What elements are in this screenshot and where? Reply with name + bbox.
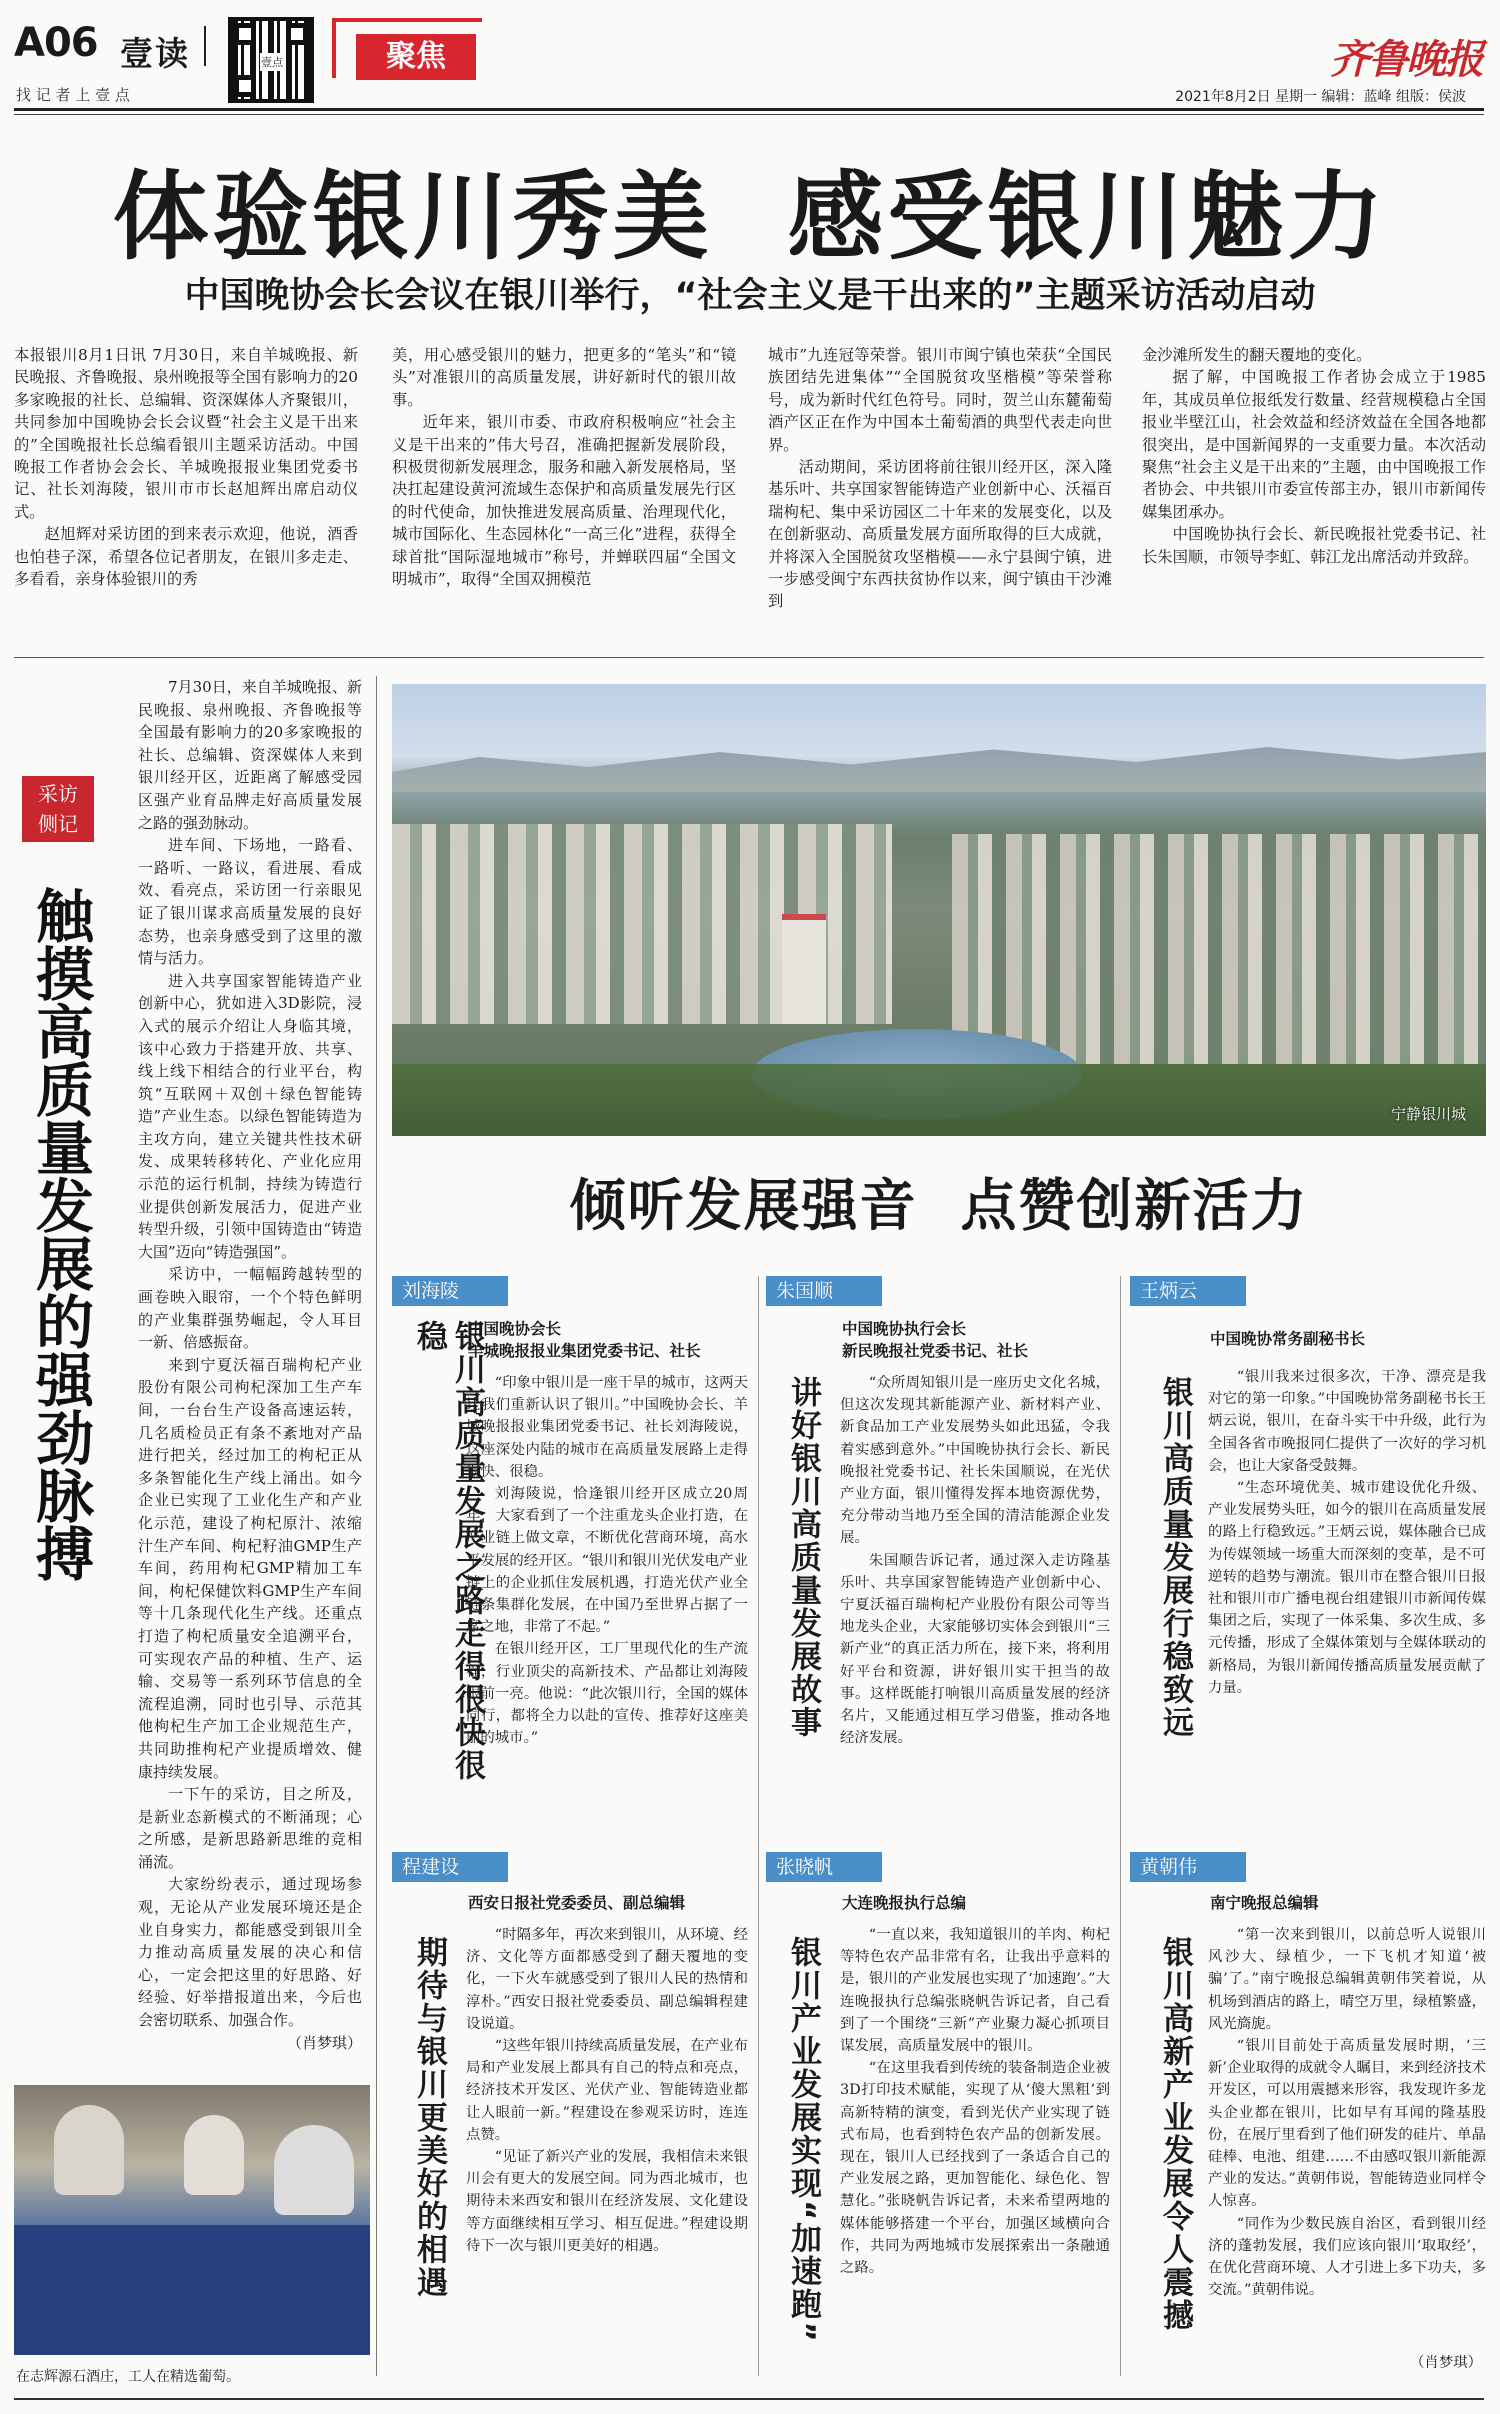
lead-col-4 (1142, 344, 1486, 644)
interview-para: “一直以来，我知道银川的羊肉、枸杞等特色农产品非常有名，让我出乎意料的是，银川的产业发展也实现了‘加速跑’。”大连晚报执行总编张晓帆告诉记者，自己看到了一个围绕“三新”产业聚力凝心抓项目谋发展，高质量发展中的银川。 (840, 1927, 1110, 2055)
sidebar-photo-caption: 在志辉源石酒庄，工人在精选葡萄。 (16, 2369, 240, 2385)
lead-para: 近年来，银川市委、市政府积极响应“社会主义是干出来的”伟大号召，准确把握新发展阶段，积极贯彻新发展理念，服务和融入新发展格局，坚决扛起建设黄河流域生态保护和高质量发展先行区的时代使命，加快推进发展高质量、治理现代化，城市国际化、生态园林化“一高三化”进程，获得全球首批“国际湿地城市”称号，并蝉联四届“全国文明城市”，取得“全国双拥模范 (392, 413, 736, 589)
header-rule-thin (14, 114, 1484, 115)
interviewee-name: 黄朝伟 (1130, 1852, 1246, 1882)
lead-para: 赵旭辉对采访团的到来表示欢迎，他说，酒香也怕巷子深，希望各位记者朋友，在银川多走走、多看看，亲身体验银川的秀 (14, 525, 358, 589)
interview-para: “时隔多年，再次来到银川，从环境、经济、文化等方面都感受到了翻天覆地的变化，一下火车就感受到了银川人民的热情和淳朴。”西安日报社党委委员、副总编辑程建设说道。 (466, 1927, 748, 2032)
interview-card-5 (766, 1852, 1110, 2372)
hero-mountains (392, 742, 1486, 792)
interviewee-name: 程建设 (392, 1852, 508, 1882)
paper-logo: 齐鲁晚报 (1330, 36, 1482, 83)
photo-grapes (14, 2225, 370, 2355)
photo-worker-3 (274, 2125, 354, 2215)
interview-body (840, 1924, 1110, 2370)
interview-para: “这些年银川持续高质量发展，在产业布局和产业发展上都具有自己的特点和亮点，经济技术开发区、光伏产业、智能铸造业都让人眼前一新。”程建设在参观采访时，连连点赞。 (466, 2038, 748, 2143)
lead-para: 中国晚协执行会长、新民晚报社党委书记、社长朱国顺，市领导李虹、韩江龙出席活动并致辞。 (1142, 525, 1486, 566)
interview-para: 在银川经开区，工厂里现代化的生产流程，行业顶尖的高新技术、产品都让刘海陵眼前一亮。他说：“此次银川行，全国的媒体同行，都将全力以赴的宣传、推荐好这座美丽的城市。” (466, 1641, 748, 1747)
sidebar-para: 来到宁夏沃福百瑞枸杞产业股份有限公司枸杞深加工生产车间，一台台生产设备高速运转，几名质检员正有条不紊地对产品进行把关，经过加工的枸杞正从多条智能化生产线上涌出。如今企业已实现了工业化生产和产业化示范，建设了枸杞原汁、浓缩汁生产车间、枸杞籽油GMP生产车间，药用枸杞GMP精加工车间，枸杞保健饮料GMP生产车间等十几条现代化生产线。还重点打造了枸杞质量安全追溯平台，可实现农产品的种植、生产、运输、交易等一系列环节信息的全流程追溯，同时也引导、示范其他枸杞生产加工企业规范生产，共同助推枸杞产业提质增效、健康持续发展。 (138, 1355, 362, 1781)
photo-worker-2 (184, 2115, 244, 2195)
lead-rule (14, 657, 1484, 658)
sidebar-para: 进车间、下场地，一路看、一路听、一路议，看进展、看成效、看亮点，采访团一行亲眼见证了银川谋求高质量发展的良好态势，也亲身感受到了这里的激情与活力。 (138, 836, 362, 968)
interview-para: “银川目前处于高质量发展时期，‘三新’企业取得的成就令人瞩目，来到经济技术开发区，可以用震撼来形容，我发现许多龙头企业都在银川，比如早有耳闻的隆基股份，在展厅里看到了他们研发的硅片、单晶硅棒、电池、组建……不由感叹银川新能源产业的发达。”黄朝伟说，智能铸造业同样令人惊喜。 (1208, 2038, 1486, 2210)
interview-headline: 银川产业发展实现“加速跑” (785, 1936, 821, 2344)
interviewee-name: 朱国顺 (766, 1276, 882, 1306)
interview-body (466, 1924, 748, 2370)
interview-headline: 银川高质量发展之路走得很快很稳 (411, 1320, 485, 1782)
interview-card-2 (766, 1276, 1110, 1814)
interview-body (1208, 1366, 1486, 1812)
lead-col-1 (14, 344, 358, 644)
interview-headline: 期待与银川更美好的相遇 (411, 1936, 447, 2299)
sidebar-separator (376, 676, 377, 2376)
interview-headline: 讲好银川高质量发展故事 (785, 1376, 821, 1739)
hero-greenery (392, 1064, 1486, 1136)
interviewee-name: 张晓帆 (766, 1852, 882, 1882)
interviewee-role: 新民晚报社党委书记、社长 (842, 1342, 1029, 1360)
main-title: 体验银川秀美 感受银川魅力 (112, 161, 1388, 273)
sidebar-intro: 7月30日，来自羊城晚报、新民晚报、泉州晚报、齐鲁晚报等全国最有影响力的20多家晚报的社长、总编辑、资深媒体人来到银川经开区，近距离了解感受园区强产业育品牌走好高质量发展之路的强劲脉动。 (138, 678, 362, 832)
lead-para: 美，用心感受银川的魅力，把更多的“笔头”和“镜头”对准银川的高质量发展，讲好新时代的银川故事。 (392, 346, 736, 409)
interview-para: “印象中银川是一座干旱的城市，这两天让我们重新认识了银川。”中国晚协会长、羊城晚报报业集团党委书记、社长刘海陵说，这座深处内陆的城市在高质量发展路上走得很快、很稳。 (466, 1375, 748, 1480)
sidebar-tag (22, 776, 94, 842)
interviewee-name: 刘海陵 (392, 1276, 508, 1306)
interviewee-role: 西安日报社党委委员、副总编辑 (468, 1894, 686, 1912)
sidebar-para: 采访中，一幅幅跨越转型的画卷映入眼帘，一个个特色鲜明的产业集群强势崛起，令人耳目一新、倍感振奋。 (138, 1265, 362, 1352)
interview-para: “在这里我看到传统的装备制造企业被3D打印技术赋能，实现了从‘傻大黑粗’到高新特精的演变，看到光伏产业实现了链式布局，也看到特色农产品的创新发展。现在，银川人已经找到了一条适合自己的产业发展之路，更加智能化、绿色化、智慧化。”张晓帆告诉记者，未来希望两地的媒体能够搭建一个平台，加强区域横向合作，共同为两地城市发展探索出一条融通之路。 (840, 2060, 1110, 2277)
lead-para: 据了解，中国晚报工作者协会成立于1985年，其成员单位报纸发行数量、经营规模稳占全国报业半壁江山，社会效益和经济效益在全国各地都很突出，是中国新闻界的一支重要力量。本次活动聚焦“社会主义是干出来的”主题，由中国晚报工作者协会、中共银川市委宣传部主办，银川市新闻传媒集团承办。 (1142, 368, 1486, 521)
qr-finder-tr (286, 23, 308, 45)
sidebar-body (138, 676, 362, 2060)
qr-finder-tl (234, 23, 256, 45)
lead-para: 金沙滩所发生的翻天覆地的变化。 (1142, 346, 1372, 364)
interview-card-1 (392, 1276, 748, 1814)
header-rule (14, 108, 1484, 111)
interviewee-role: 中国晚协会长 (468, 1320, 562, 1338)
interview-body (466, 1372, 748, 1812)
sidebar-para: 进入共享国家智能铸造产业创新中心，犹如进入3D影院，浸入式的展示介绍让人身临其境，该中心致力于搭建开放、共享、线上线下相结合的行业平台，构筑“互联网＋双创＋绿色智能铸造”产业生态。以绿色智能铸造为主攻方向，建立关键共性技术研发、成果转移转化、产业化应用示范的运行机制，持续为铸造行业提供创新发展活力，促进产业转型升级，引领中国铸造由“铸造大国”迈向“铸造强国”。 (138, 971, 362, 1261)
interview-card-6 (1130, 1852, 1486, 2372)
sidebar-photo (14, 2085, 370, 2355)
section-name: 壹读 (120, 34, 190, 73)
lead-para: 城市”九连冠等荣誉。银川市闽宁镇也荣获“全国民族团结先进集体”“全国脱贫攻坚楷模”等荣誉称号，成为新时代红色符号。同时，贺兰山东麓葡萄酒产区正在作为中国本土葡萄酒的典型代表走向世界。 (768, 346, 1112, 454)
interviewee-role: 大连晚报执行总编 (842, 1894, 967, 1912)
interview-para: “生态环境优美、城市建设优化升级、产业发展势头旺，如今的银川在高质量发展的路上行稳致远。”王炳云说，媒体融合已成为传媒领域一场重大而深刻的变革，是不可逆转的趋势与潮流。银川市在整合银川日报社和银川市广播电视台组建银川市新闻传媒集团之后，实现了一体采集、多次生成、多元传播，形成了全媒体策划与全媒体联动的新格局，为银川新闻传播高质量发展贡献了力量。 (1208, 1480, 1486, 1696)
interview-para: “见证了新兴产业的发展，我相信未来银川会有更大的发展空间。同为西北城市，也期待未来西安和银川在经济发展、文化建设等方面继续相互学习、相互促进。”程建设期待下一次与银川更美好的相遇。 (466, 2149, 748, 2254)
dateline: 2021年8月2日 星期一 编辑：蓝峰 组版：侯波 (1175, 89, 1466, 105)
section2-byline: （肖梦琪） (1404, 2351, 1482, 2372)
hero-photo (392, 684, 1486, 1136)
hero-tower (782, 914, 826, 1024)
section2-title: 倾听发展强音 点赞创新活力 (569, 1174, 1309, 1239)
interview-body (840, 1372, 1110, 1812)
interviewee-role: 南宁晚报总编辑 (1210, 1894, 1319, 1912)
interview-card-3 (1130, 1276, 1486, 1814)
interview-card-4 (392, 1852, 748, 2372)
sidebar-byline: （肖梦琪） (286, 2033, 362, 2052)
interview-para: “众所周知银川是一座历史文化名城，但这次发现其新能源产业、新材料产业、新食品加工产业发展势头如此迅猛，令我着实感到意外。”中国晚协执行会长、新民晚报社党委书记、社长朱国顺说，在光伏产业方面，银川懂得发挥本地资源优势，充分带动当地乃至全国的清洁能源企业发展。 (840, 1375, 1110, 1547)
section-tag: 聚焦 (356, 34, 476, 80)
hero-buildings-right (952, 834, 1486, 1064)
footer-rule (14, 2398, 1484, 2400)
interview-para: “第一次来到银川，以前总听人说银川风沙大、绿植少，一下飞机才知道‘被骗’了。”南宁晚报总编辑黄朝伟笑着说，从机场到酒店的路上，晴空万里，绿植繁盛，风光旖旎。 (1208, 1927, 1486, 2032)
interview-headline: 银川高新产业发展令人震撼 (1157, 1936, 1193, 2332)
sidebar-para: 一下午的采访，目之所及，是新业态新模式的不断涌现；心之所感，是新思路新思维的竞相涌流。 (138, 1785, 362, 1871)
interview-para: 朱国顺告诉记者，通过深入走访隆基乐叶、共享国家智能铸造产业创新中心、宁夏沃福百瑞枸杞产业股份有限公司等当地龙头企业，大家能够切实体会到银川“三新产业”的真正活力所在，接下来，将利用好平台和资源，讲好银川实干担当的故事。这样既能打响银川高质量发展的经济名片，又能通过相互学习借鉴，推动各地经济发展。 (840, 1552, 1110, 1747)
lead-para: 活动期间，采访团将前往银川经开区，深入隆基乐叶、共享国家智能铸造产业创新中心、沃福百瑞枸杞、集中采访园区二十年来的发展变化，以及在创新驱动、高质量发展方面所取得的巨大成就，并将深入全国脱贫攻坚楷模——永宁县闽宁镇，进一步感受闽宁东西扶贫协作以来，闽宁镇由干沙滩到 (768, 458, 1112, 611)
interviewee-role: 羊城晚报报业集团党委书记、社长 (468, 1342, 701, 1360)
lead-col-2 (392, 344, 736, 644)
lead-para: 本报银川8月1日讯 7月30日，来自羊城晚报、新民晚报、齐鲁晚报、泉州晚报等全国有影响力的20多家晚报的社长、总编辑、资深媒体人齐聚银川，共同参加中国晚协会长会议暨“社会主义是干出来的”全国晚报社长总编看银川主题采访活动。中国晚报工作者协会会长、羊城晚报报业集团党委书记、社长刘海陵，银川市市长赵旭辉出席启动仪式。 (14, 346, 358, 521)
sidebar-title: 触摸高质量发展的强劲脉搏 (26, 886, 94, 1582)
sidebar-tag-text: 采访侧记 (38, 782, 78, 836)
header-divider (204, 26, 206, 66)
interviewee-role: 中国晚协执行会长 (842, 1320, 967, 1338)
interviewee-role: 中国晚协常务副秘书长 (1210, 1330, 1366, 1348)
qr-code[interactable] (228, 17, 314, 103)
qr-label: 壹点 (260, 53, 284, 71)
interviewee-name: 王炳云 (1130, 1276, 1246, 1306)
main-subtitle: 中国晚协会长会议在银川举行，“社会主义是干出来的”主题采访活动启动 (184, 276, 1316, 316)
section2-col-rule (758, 1276, 759, 2376)
section2-col-rule (1120, 1276, 1121, 2376)
interview-para: “银川我来过很多次，干净、漂亮是我对它的第一印象。”中国晚协常务副秘书长王炳云说，银川，在奋斗实干中升级，此行为全国各省市晚报同仁提供了一次好的学习机会，也让大家备受鼓舞。 (1208, 1369, 1486, 1474)
photo-worker-1 (54, 2105, 124, 2195)
header-slogan: 找 记 者 上 壹 点 (16, 86, 130, 104)
page-number: A06 (14, 20, 98, 66)
interview-headline: 银川高质量发展行稳致远 (1157, 1376, 1193, 1739)
interview-body (1208, 1924, 1486, 2370)
interview-para: 刘海陵说，恰逢银川经开区成立20周年，大家看到了一个注重龙头企业打造，在产业链上做文章，不断优化营商环境，高水平发展的经开区。“银川和银川光伏发电产业链上的企业抓住发展机遇，打造光伏产业全链条集群化发展，在中国乃至世界占据了一席之地，非常了不起。” (466, 1486, 748, 1636)
sidebar-para: 大家纷纷表示，通过现场参观，无论从产业发展环境还是企业自身实力，都能感受到银川全力推动高质量发展的决心和信心，一定会把这里的好思路、好经验、好举措报道出来，今后也会密切联系、加强合作。 (138, 1875, 362, 2030)
hero-photo-caption: 宁静银川城 (1390, 1105, 1466, 1123)
interview-para: “同作为少数民族自治区，看到银川经济的蓬勃发展，我们应该向银川‘取取经’，在优化营商环境、人才引进上多下功夫，多交流。”黄朝伟说。 (1208, 2215, 1486, 2299)
lead-col-3 (768, 344, 1112, 644)
qr-finder-bl (234, 75, 256, 97)
